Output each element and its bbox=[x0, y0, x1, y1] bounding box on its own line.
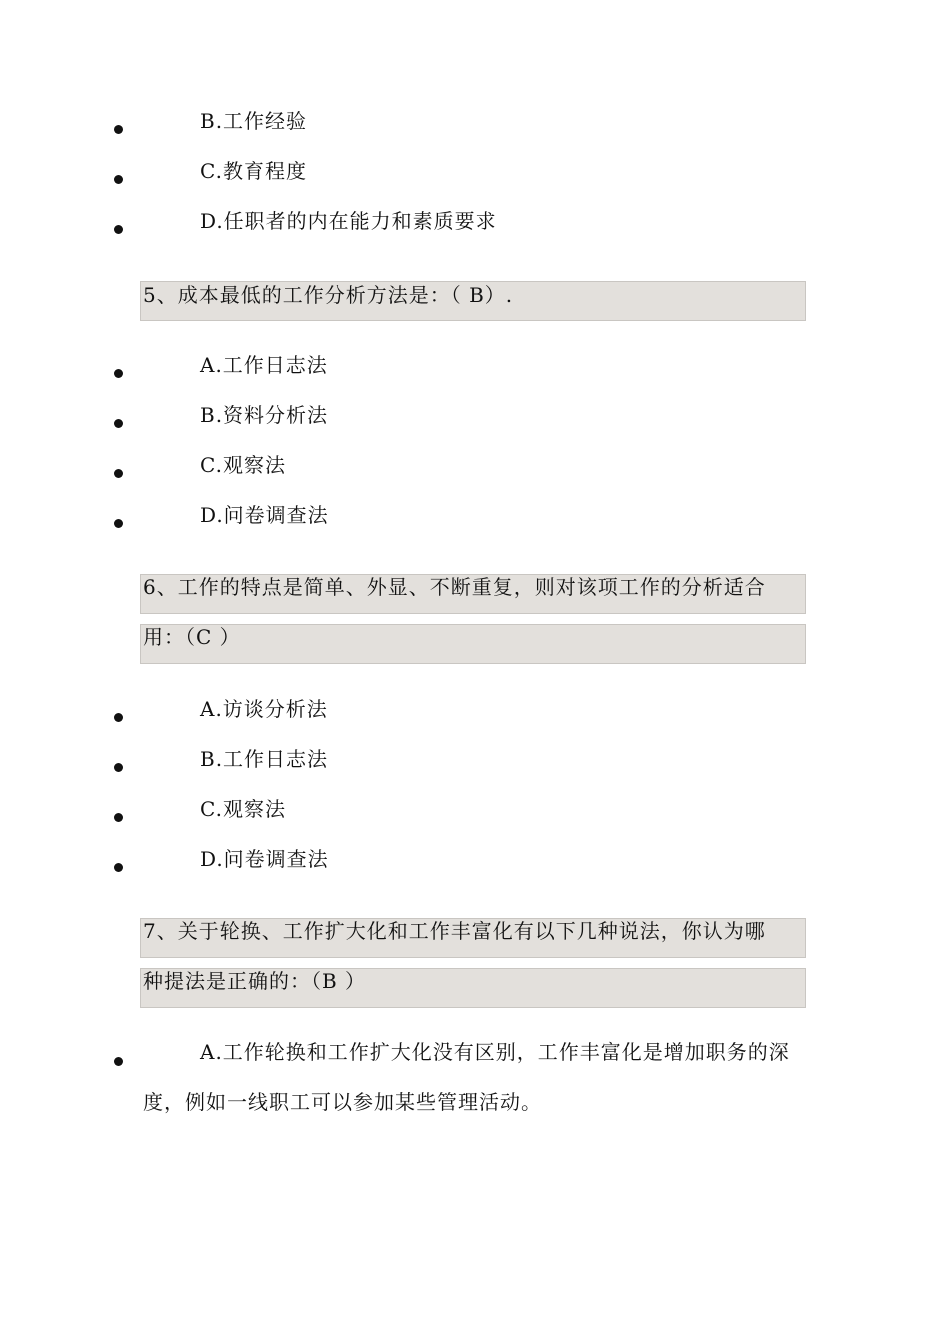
list-bullet bbox=[114, 863, 123, 872]
q4-option-b: B.工作经验 bbox=[200, 109, 308, 133]
list-bullet bbox=[114, 369, 123, 378]
q6-option-b: B.工作日志法 bbox=[200, 747, 329, 771]
q5-option-a: A.工作日志法 bbox=[200, 353, 328, 377]
q7-question-line2: 种提法是正确的：（B ） bbox=[143, 969, 367, 993]
q6-question-line1: 6、工作的特点是简单、外显、不断重复，则对该项工作的分析适合 bbox=[143, 575, 766, 599]
q7-question-line1: 7、关于轮换、工作扩大化和工作丰富化有以下几种说法，你认为哪 bbox=[143, 919, 766, 943]
list-bullet bbox=[114, 813, 123, 822]
q5-question: 5、成本最低的工作分析方法是：（ B）. bbox=[143, 283, 514, 307]
q5-option-c: C.观察法 bbox=[200, 453, 286, 477]
list-bullet bbox=[114, 419, 123, 428]
q4-option-d: D.任职者的内在能力和素质要求 bbox=[200, 209, 497, 233]
list-bullet bbox=[114, 225, 123, 234]
q6-option-a: A.访谈分析法 bbox=[200, 697, 328, 721]
q6-option-c: C.观察法 bbox=[200, 797, 286, 821]
list-bullet bbox=[114, 469, 123, 478]
q5-option-b: B.资料分析法 bbox=[200, 403, 329, 427]
list-bullet bbox=[114, 763, 123, 772]
list-bullet bbox=[114, 125, 123, 134]
q7-option-a: A.工作轮换和工作扩大化没有区别，工作丰富化是增加职务的深度，例如一线职工可以参加某些管理活动。 bbox=[143, 1040, 790, 1114]
list-bullet bbox=[114, 713, 123, 722]
q6-option-d: D.问卷调查法 bbox=[200, 847, 329, 871]
q4-option-c: C.教育程度 bbox=[200, 159, 307, 183]
q5-option-d: D.问卷调查法 bbox=[200, 503, 329, 527]
list-bullet bbox=[114, 1057, 123, 1066]
q6-question-line2: 用：（C ） bbox=[143, 625, 241, 649]
list-bullet bbox=[114, 175, 123, 184]
list-bullet bbox=[114, 519, 123, 528]
